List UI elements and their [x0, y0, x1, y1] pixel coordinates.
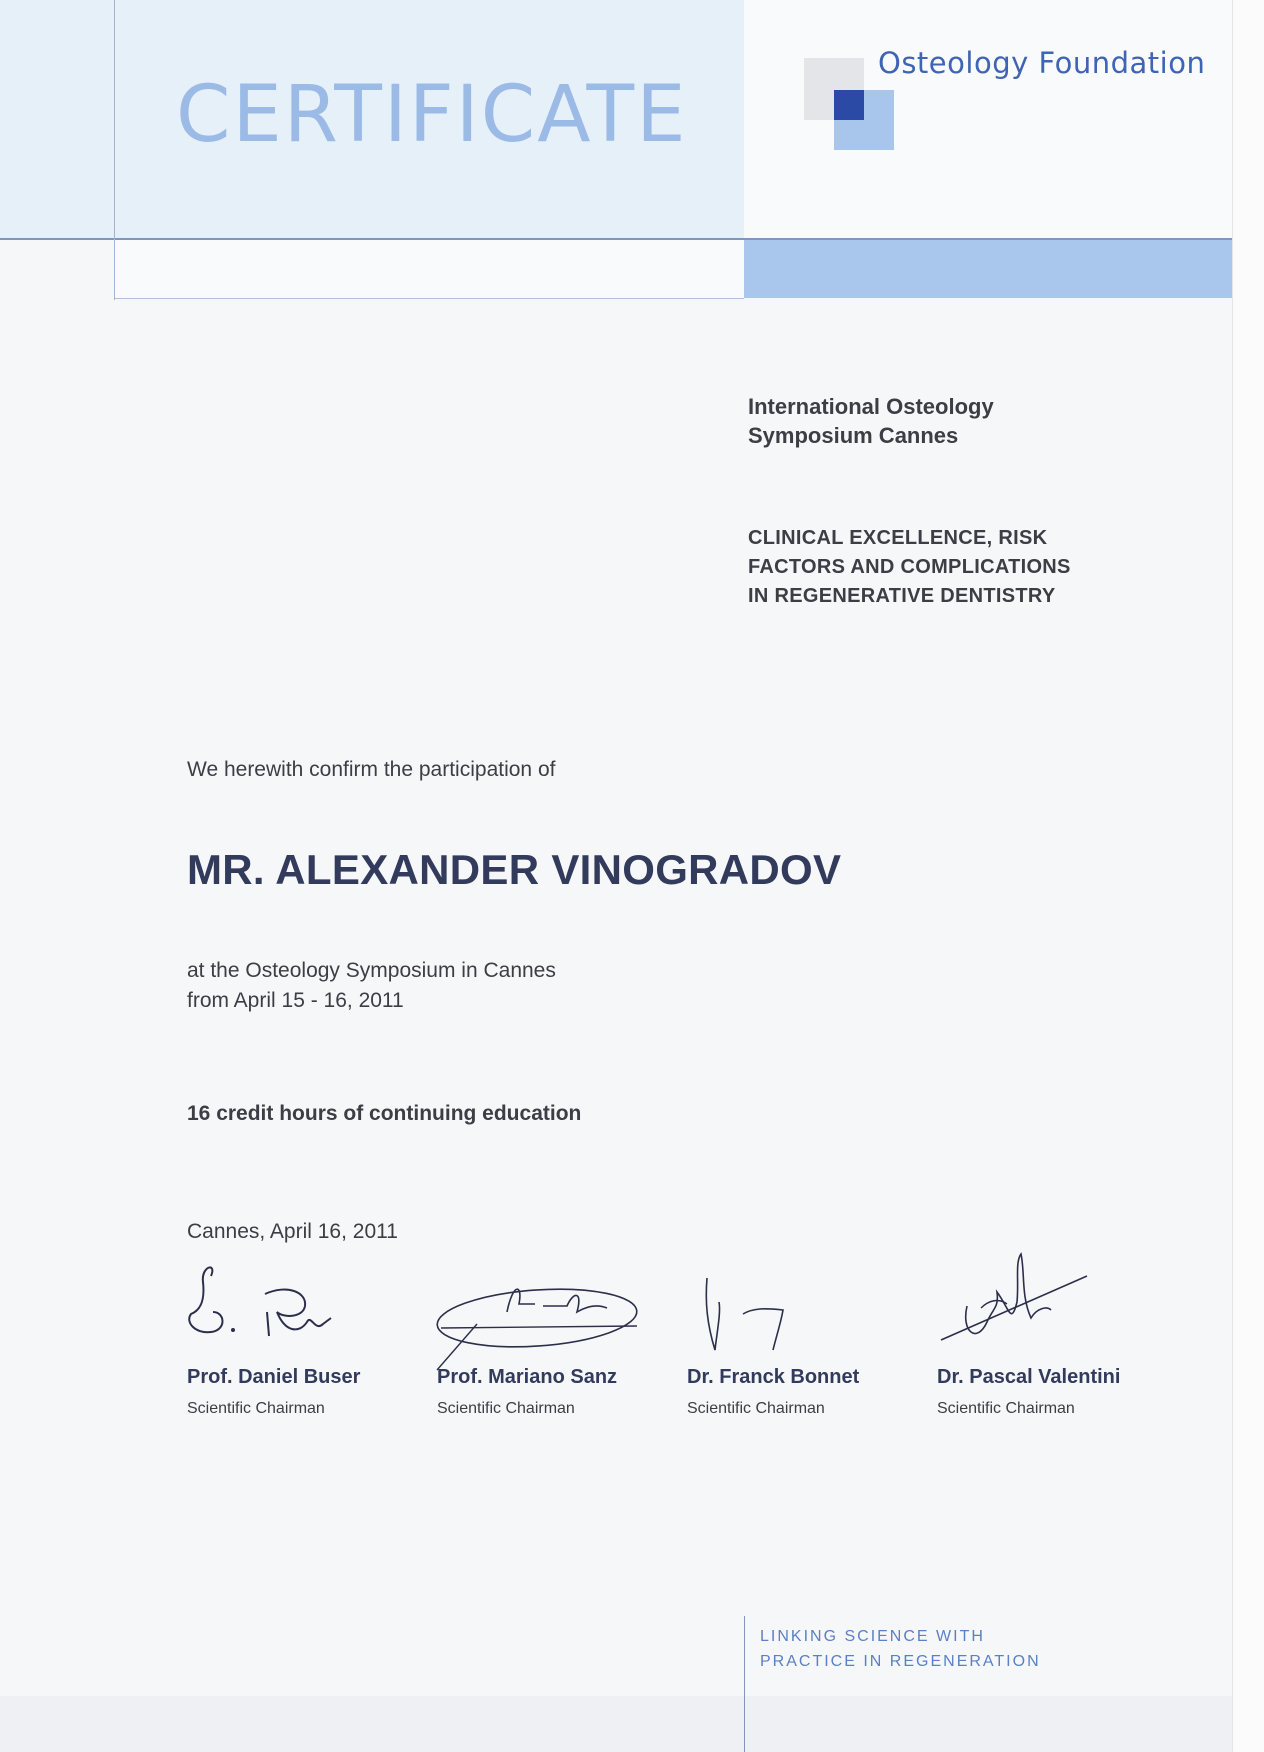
header-under-band-left [114, 240, 744, 299]
signature-bonnet [687, 1252, 927, 1362]
signatory-name: Dr. Pascal Valentini [937, 1366, 1121, 1388]
signatory-role: Scientific Chairman [187, 1400, 325, 1417]
confirmation-text: We herewith confirm the participation of [187, 758, 556, 781]
event-topic-line: IN REGENERATIVE DENTISTRY [748, 585, 1056, 607]
signatory-role: Scientific Chairman [437, 1400, 575, 1417]
credit-hours: 16 credit hours of continuing education [187, 1102, 582, 1125]
issue-place-date: Cannes, April 16, 2011 [187, 1220, 398, 1243]
tagline-line: PRACTICE IN REGENERATION [760, 1653, 1041, 1670]
location-line: from April 15 - 16, 2011 [187, 989, 404, 1012]
signatory-name: Dr. Franck Bonnet [687, 1366, 860, 1388]
certificate-title: CERTIFICATE [176, 70, 688, 160]
signatory-name: Prof. Daniel Buser [187, 1366, 361, 1388]
event-name-line: International Osteology [748, 394, 994, 419]
header-accent-bar [744, 240, 1232, 298]
footer-band [0, 1696, 1232, 1752]
paper-edge [1232, 0, 1264, 1752]
event-topic [748, 524, 1071, 611]
signature-sanz [437, 1252, 677, 1362]
participant-name: MR. ALEXANDER VINOGRADOV [187, 846, 842, 893]
signatory-role: Scientific Chairman [687, 1400, 825, 1417]
foundation-tagline [760, 1624, 1041, 1674]
signatory-role: Scientific Chairman [937, 1400, 1075, 1417]
event-location [187, 956, 556, 1016]
signature-buser [187, 1252, 427, 1362]
signature-valentini [937, 1252, 1177, 1362]
event-name [748, 392, 994, 450]
footer-vertical-rule [744, 1616, 745, 1752]
header-vertical-rule [114, 0, 115, 300]
header-divider [0, 238, 1232, 240]
event-topic-line: CLINICAL EXCELLENCE, RISK [748, 527, 1048, 549]
organization-name: Osteology Foundation [878, 46, 1206, 80]
signatory-name: Prof. Mariano Sanz [437, 1366, 618, 1388]
location-line: at the Osteology Symposium in Cannes [187, 959, 556, 982]
tagline-line: LINKING SCIENCE WITH [760, 1628, 985, 1645]
event-topic-line: FACTORS AND COMPLICATIONS [748, 556, 1071, 578]
event-name-line: Symposium Cannes [748, 423, 959, 448]
